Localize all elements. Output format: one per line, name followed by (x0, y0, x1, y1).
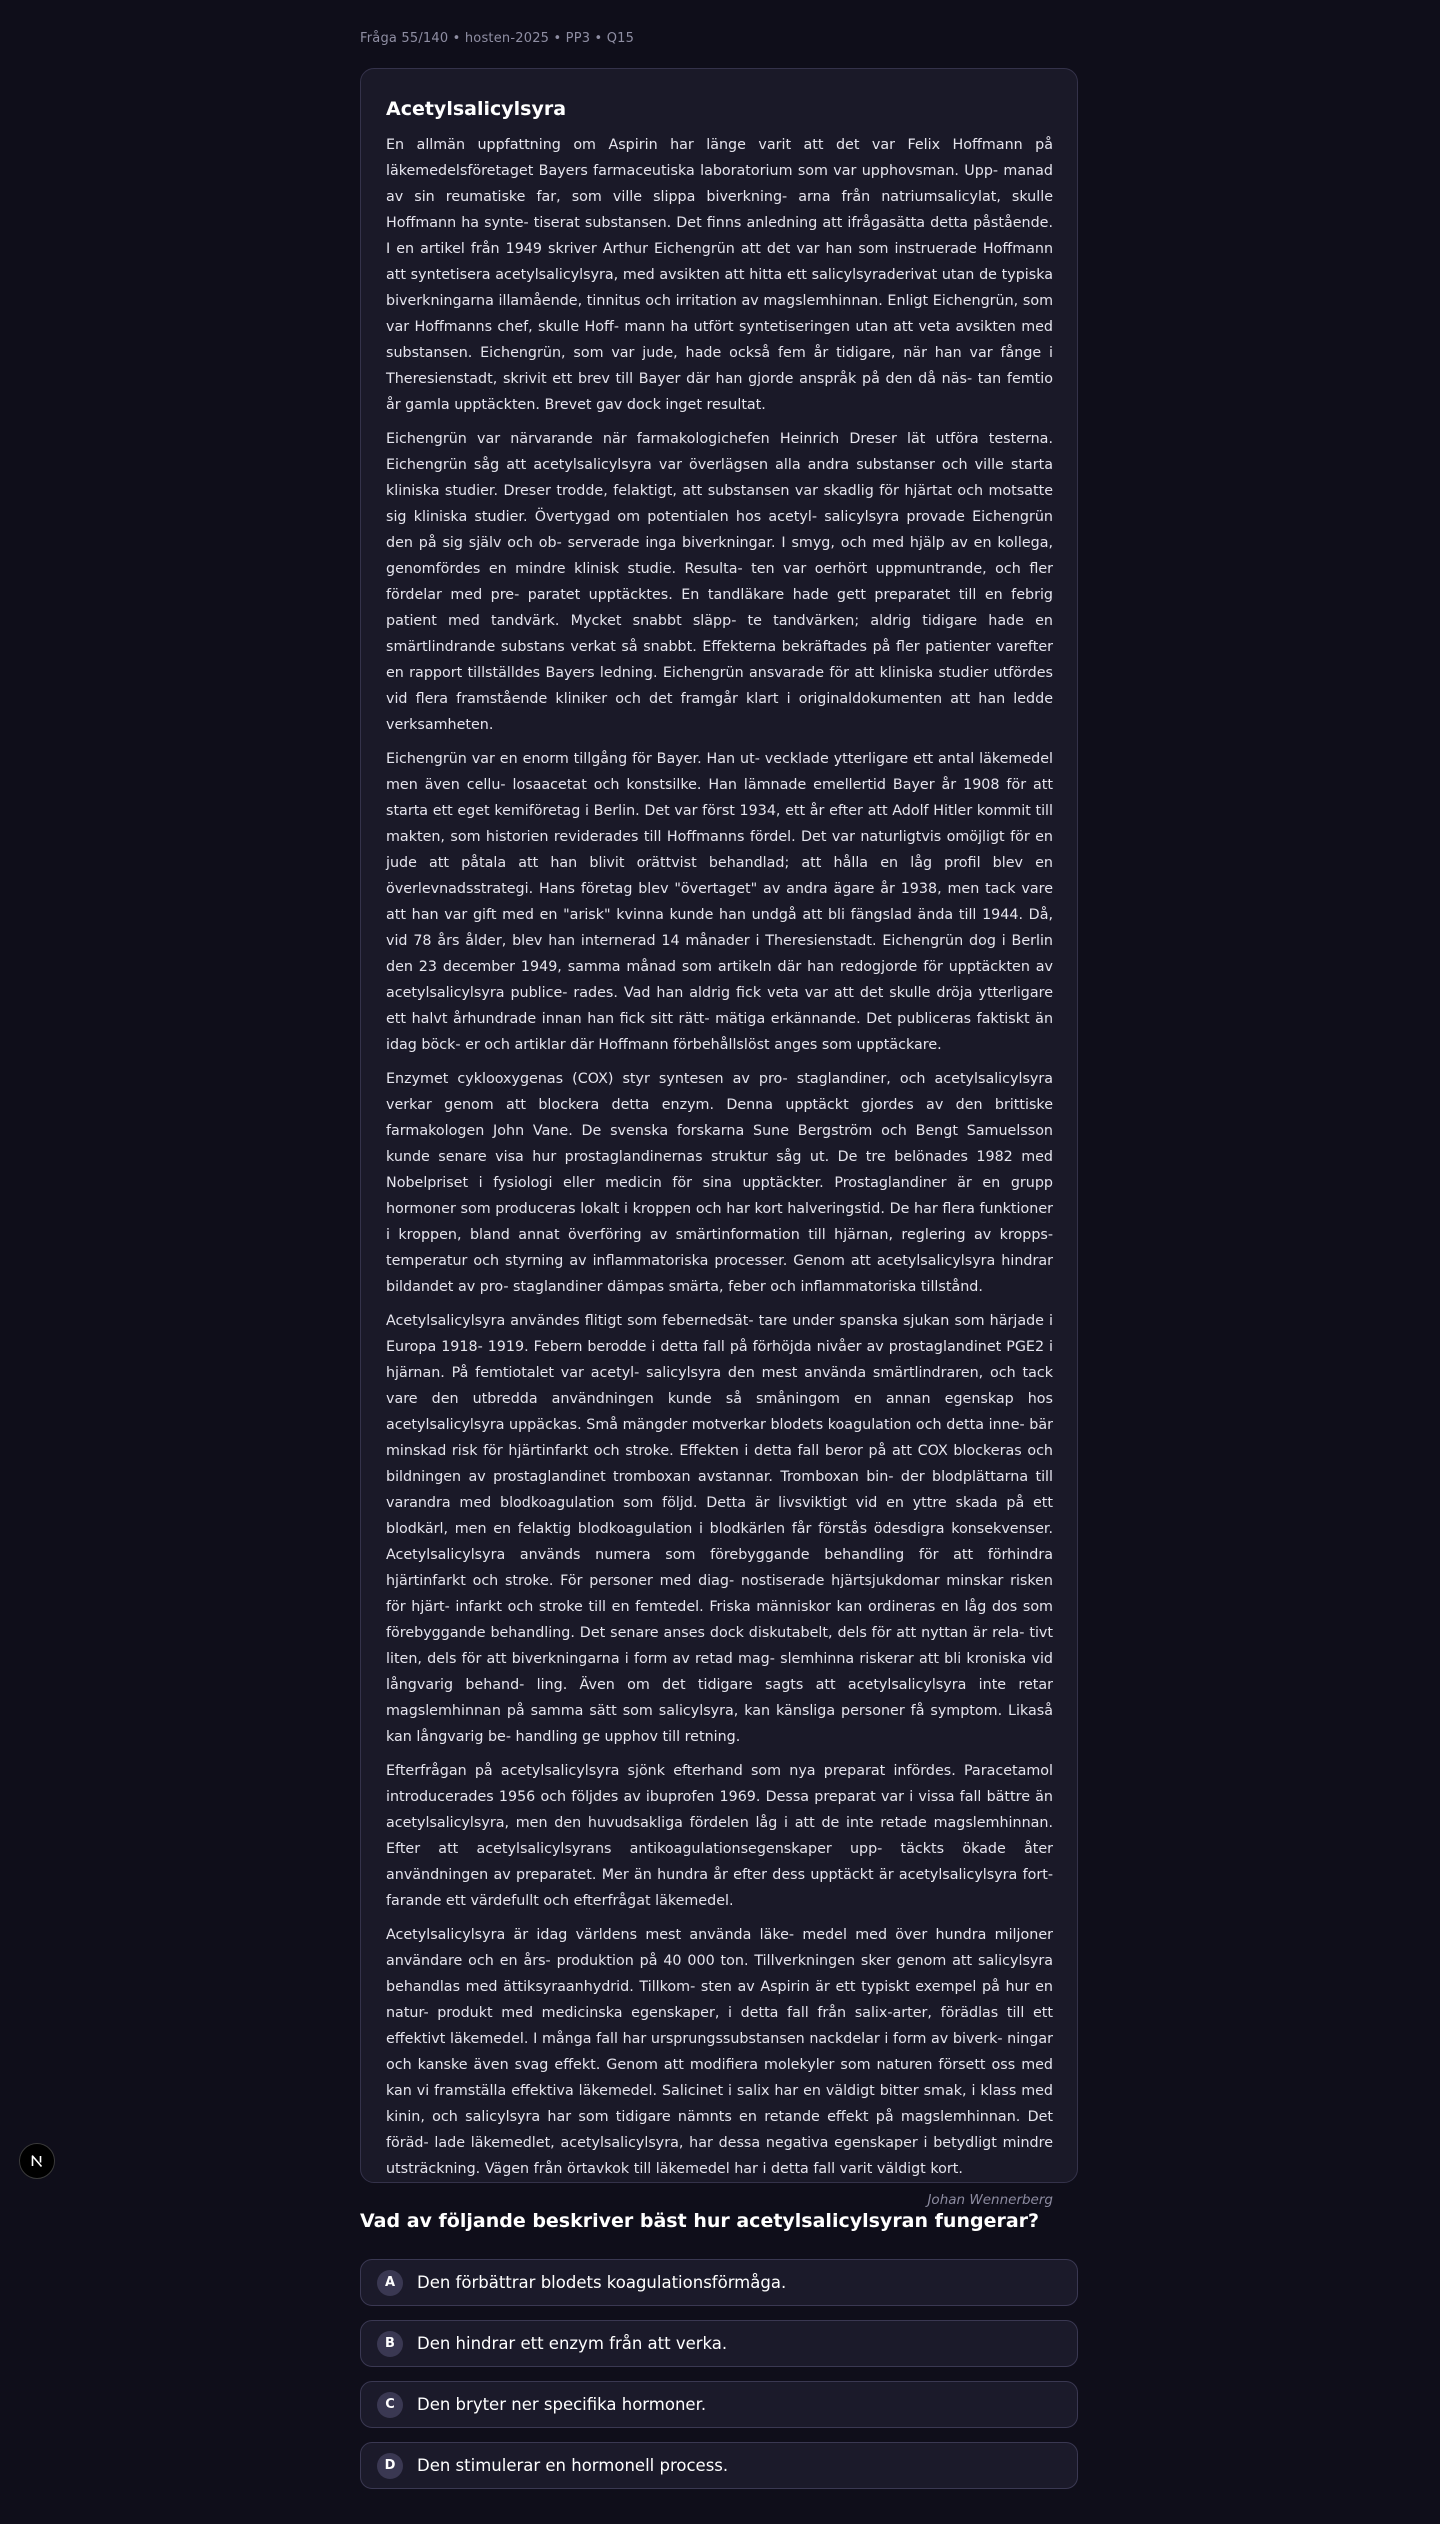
question-text: Vad av följande beskriver bäst hur acetylsalicylsyran fungerar? (360, 2210, 1040, 2232)
option-letter-badge: D (377, 2453, 403, 2479)
option-letter-badge: B (377, 2331, 403, 2357)
article-paragraph: Eichengrün var en enorm tillgång för Bayer. Han ut- vecklade ytterligare ett antal läkemedel men även cellu- losaacetat och konstsilke. Han lämnade emellertid Bayer år 1908 för att starta ett eget kemiföretag i Berlin. Det var först 1934, ett år efter att Adolf Hitler kommit till makten, som historien reviderades till Hoffmanns fördel. Det var naturligtvis omöjligt för en jude att påtala att han blivit orättvist behandlad; att hålla en låg profil blev en överlevnadsstrategi. Hans företag blev "övertaget" av andra ägare år 1938, men tack vare att han var gift med en "arisk" kvinna kunde han undgå att bli fängslad ända till 1944. Då, vid 78 års ålder, blev han internerad 14 månader i Theresienstadt. Eichengrün dog i Berlin den 23 december 1949, samma månad som artikeln där han redogjorde för upptäckten av acetylsalicylsyra publice- rades. Vad han aldrig fick veta var att det skulle dröja ytterligare ett halvt århundrade innan han fick sitt rätt- mätiga erkännande. Det publiceras faktiskt än idag böck- er och artiklar där Hoffmann förbehållslöst anges som upptäckare. (386, 751, 1053, 1053)
n-logo-glyph (27, 2151, 47, 2171)
article-paragraph: Eichengrün var närvarande när farmakologichefen Heinrich Dreser lät utföra testerna. Eichengrün såg att acetylsalicylsyra var överlägsen alla andra substanser och ville starta kliniska studier. Dreser trodde, felaktigt, att substansen var skadlig för hjärtat och motsatte sig kliniska studier. Övertygad om potentialen hos acetyl- salicylsyra provade Eichengrün den på sig själv och ob- serverade inga biverkningar. I smyg, och med hjälp av en kollega, genomfördes en mindre klinisk studie. Resulta- ten var oerhört uppmuntrande, och fler fördelar med pre- paratet upptäcktes. En tandläkare hade gett preparatet till en febrig patient med tandvärk. Mycket snabbt släpp- te tandvärken; aldrig tidigare hade en smärtlindrande substans verkat så snabbt. Effekterna bekräftades på fler patienter varefter en rapport tillställdes Bayers ledning. Eichengrün ansvarade för att kliniska studier utfördes vid flera framstående kliniker och det framgår klart i originaldokumenten att han ledde verksamheten. (386, 431, 1053, 733)
article-paragraph: Acetylsalicylsyra användes flitigt som febernedsät- tare under spanska sjukan som härjade i Europa 1918- 1919. Febern berodde i detta fall på förhöjda nivåer av prostaglandinet PGE2 i hjärnan. På femtiotalet var acetyl- salicylsyra den mest använda smärtlindraren, och tack vare den utbredda användningen kunde så småningom en annan egenskap hos acetylsalicylsyra uppäckas. Små mängder motverkar blodets koagulation och detta inne- bär minskad risk för hjärtinfarkt och stroke. Effekten i detta fall beror på att COX blockeras och bildningen av prostaglandinet tromboxan avstannar. Tromboxan bin- der blodplättarna till varandra med blodkoagulation som följd. Detta är livsviktigt vid en yttre skada på ett blodkärl, men en felaktig blodkoagulation i blodkärlen får förstås ödesdigra konsekvenser. Acetylsalicylsyra används numera som förebyggande behandling för att förhindra hjärtinfarkt och stroke. För personer med diag- nostiserade hjärtsjukdomar minskar risken för hjärt- infarkt och stroke till en femtedel. Friska människor kan ordineras en låg dos som förebyggande behandling. Det senare anses dock diskutabelt, dels för att nyttan är rela- tivt liten, dels för att biverkningarna i form av retad mag- slemhinna riskerar att bli kroniska vid långvarig behand- ling. Även om det tidigare sagts att acetylsalicylsyra inte retar magslemhinnan på samma sätt som salicylsyra, kan känsliga personer få symptom. Likaså kan långvarig be- handling ge upphov till retning. (386, 1313, 1053, 1745)
article-title: Acetylsalicylsyra (386, 98, 567, 120)
option-letter-badge: A (377, 2270, 403, 2296)
article-paragraph: En allmän uppfattning om Aspirin har länge varit att det var Felix Hoffmann på läkemedelsföretaget Bayers farmaceutiska laboratorium som var upphovsman. Upp- manad av sin reumatiske far, som ville slippa biverkning- arna från natriumsalicylat, skulle Hoffmann ha synte- tiserat substansen. Det finns anledning att ifrågasätta detta påstående. I en artikel från 1949 skriver Arthur Eichengrün att det var han som instruerade Hoffmann att syntetisera acetylsalicylsyra, med avsikten att hitta ett salicylsyraderivat utan de typiska biverkningarna illamående, tinnitus och irritation av magslemhinnan. Enligt Eichengrün, som var Hoffmanns chef, skulle Hoff- mann ha utfört syntetiseringen utan att veta avsikten med substansen. Eichengrün, som var jude, hade också fem år tidigare, när han var fånge i Theresienstadt, skrivit ett brev till Bayer där han gjorde anspråk på den då näs- tan femtio år gamla upptäckten. Brevet gav dock inget resultat. (386, 137, 1053, 413)
answer-option-a[interactable] (360, 2259, 1078, 2306)
nextjs-logo-icon[interactable] (19, 2143, 55, 2179)
article-paragraph: Efterfrågan på acetylsalicylsyra sjönk efterhand som nya preparat infördes. Paracetamol introducerades 1956 och följdes av ibuprofen 1969. Dessa preparat var i vissa fall bättre än acetylsalicylsyra, men den huvudsakliga fördelen låg i att de inte retade magslemhinnan. Efter att acetylsalicylsyrans antikoagulationsegenskaper upp- täckts ökade åter användningen av preparatet. Mer än hundra år efter dess upptäckt är acetylsalicylsyra fort- farande ett värdefullt och efterfrågat läkemedel. (386, 1763, 1053, 1909)
option-label: Den hindrar ett enzym från att verka. (417, 2334, 728, 2353)
article-card (360, 68, 1078, 2208)
article-author: Johan Wennerberg (927, 2192, 1053, 2208)
article-paragraph: Acetylsalicylsyra är idag världens mest använda läke- medel med över hundra miljoner användare och en års- produktion på 40 000 ton. Tillverkningen sker genom att salicylsyra behandlas med ättiksyraanhydrid. Tillkom- sten av Aspirin är ett typiskt exempel på hur en natur- produkt med medicinska egenskaper, i detta fall från salix-arter, förädlas till ett effektivt läkemedel. I många fall har ursprungssubstansen nackdelar i form av biverk- ningar och kanske även svag effekt. Genom att modifiera molekyler som naturen försett oss med kan vi framställa effektiva läkemedel. Salicinet i salix har en väldigt bitter smak, i klass med kinin, och salicylsyra har som tidigare nämnts en retande effekt på magslemhinnan. Det föräd- lade läkemedlet, acetylsalicylsyra, har dessa negativa egenskaper i betydligt mindre utsträckning. Vägen från örtavkok till läkemedel har i detta fall varit väldigt kort. (386, 1927, 1053, 2177)
answer-option-d[interactable] (360, 2442, 1078, 2489)
article-paragraph: Enzymet cyklooxygenas (COX) styr syntesen av pro- staglandiner, och acetylsalicylsyra verkar genom att blockera detta enzym. Denna upptäckt gjordes av den brittiske farmakologen John Vane. De svenska forskarna Sune Bergström och Bengt Samuelsson kunde senare visa hur prostaglandinernas struktur såg ut. De tre belönades 1982 med Nobelpriset i fysiologi eller medicin för sina upptäckter. Prostaglandiner är en grupp hormoner som produceras lokalt i kroppen och har kort halveringstid. De har flera funktioner i kroppen, bland annat överföring av smärtinformation till hjärnan, reglering av kropps- temperatur och styrning av inflammatoriska processer. Genom att acetylsalicylsyra hindrar bildandet av pro- staglandiner dämpas smärta, feber och inflammatoriska tillstånd. (386, 1071, 1053, 1295)
option-label: Den förbättrar blodets koagulationsförmåga. (417, 2273, 787, 2292)
answer-option-c[interactable] (360, 2381, 1078, 2428)
option-label: Den bryter ner specifika hormoner. (417, 2395, 707, 2414)
answer-option-b[interactable] (360, 2320, 1078, 2367)
option-label: Den stimulerar en hormonell process. (417, 2456, 729, 2475)
question-meta: Fråga 55/140 • hosten-2025 • PP3 • Q15 (360, 31, 635, 46)
option-letter-badge: C (377, 2392, 403, 2418)
